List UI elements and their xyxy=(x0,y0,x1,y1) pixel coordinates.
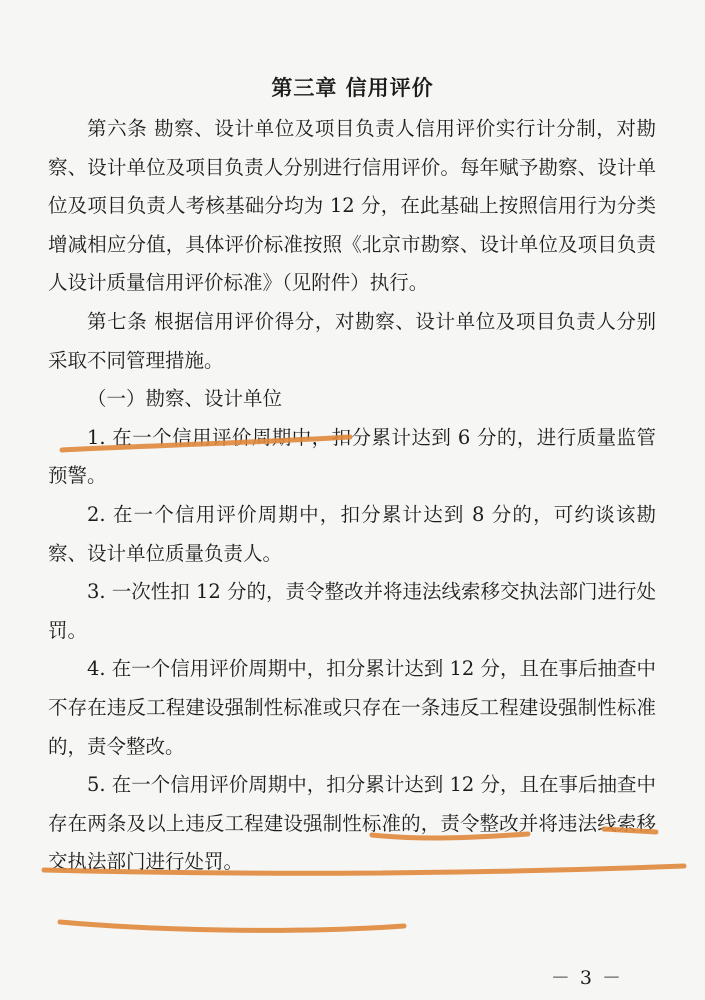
list-item-5: 5. 在一个信用评价周期中，扣分累计达到 12 分，且在事后抽查中存在两条及以上违反工程建设强制性标准的，责令整改并将违法线索移交执法部门进行处罚。 xyxy=(48,773,657,874)
page-number: － 3 － xyxy=(550,967,623,989)
section-heading-survey-design-units: （一）勘察、设计单位 xyxy=(87,387,283,411)
list-item-1: 1. 在一个信用评价周期中，扣分累计达到 6 分的，进行质量监管预警。 xyxy=(48,425,656,488)
list-item-4: 4. 在一个信用评价周期中，扣分累计达到 12 分，且在事后抽查中不存在违反工程建设强制性标准或只存在一条违反工程建设强制性标准的，责令整改。 xyxy=(48,657,657,758)
article-7-paragraph: 第七条 根据信用评价得分，对勘察、设计单位及项目负责人分别采取不同管理措施。 xyxy=(48,309,656,372)
chapter-title: 第三章 信用评价 xyxy=(271,76,434,100)
document-body xyxy=(48,110,656,882)
underline-item-5-line-3 xyxy=(60,922,404,930)
list-item-2: 2. 在一个信用评价周期中，扣分累计达到 8 分的，可约谈该勘察、设计单位质量负责人。 xyxy=(48,502,656,565)
list-item-3: 3. 一次性扣 12 分的，责令整改并将违法线索移交执法部门进行处罚。 xyxy=(48,580,657,642)
article-6-paragraph: 第六条 勘察、设计单位及项目负责人信用评价实行计分制，对勘察、设计单位及项目负责人分别进行信用评价。每年赋予勘察、设计单位及项目负责人考核基础分均为 12 分，在此基础上按照信用行为分类增减相应分值，具体评价标准按照《北京市勘察、设计单位及项目负责人设计质量信用评价标准》（见附件）执行。 xyxy=(48,117,656,295)
